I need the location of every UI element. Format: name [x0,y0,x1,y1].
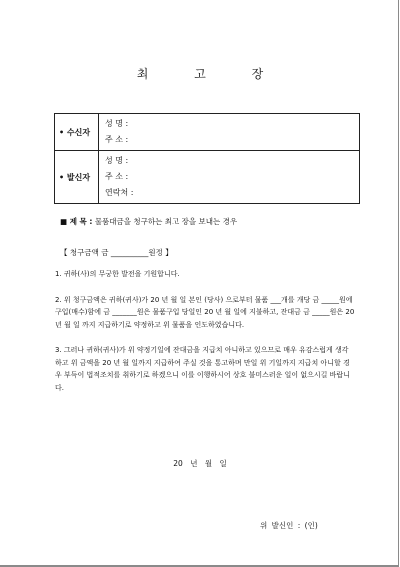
body-item-1: 1. 귀하(사)의 무궁한 발전을 기원합니다. [55,270,180,278]
recipient-row [55,114,360,151]
subject-prefix: ■ 제 목 : [60,217,93,226]
sender-signature: 위 발신인 : (인) [260,521,318,530]
claim-amount: 【 청구금액 금 __________원정 】 [60,248,173,257]
subject-line [60,216,237,227]
sender-fields [99,151,360,204]
document-date: 20 년 월 일 [173,459,227,468]
body-items [55,268,355,407]
recipient-address-field: 주 소 : [105,135,129,144]
parties-table [54,113,360,204]
sender-row [55,151,360,204]
recipient-name-field: 성 명 : [105,119,129,128]
recipient-fields [99,114,360,151]
sender-address-field: 주 소 : [105,172,129,181]
sender-contact-field: 연락처 : [105,188,134,197]
body-item-3: 3. 그러나 귀하(귀사)가 위 약정기일에 잔대금을 지급치 아니하고 있으므로 매우 유감스럽게 생각하고 위 금액을 20 년 월 일까지 지급하여 주실 것을 통고하며 만일 위 기일까지 지급치 아니할 경우 부득이 법적조치를 취하기로 하겠으니 이를 이행하시어 상호 불미스러운 일이 없으시길 바랍니다. [55,346,350,392]
subject-text: 물품대금을 청구하는 최고 장을 보내는 경우 [94,217,238,226]
sender-name-field: 성 명 : [105,156,129,165]
body-item-2: 2. 위 청구금액은 귀하(귀사)가 20 년 월 일 본인 (당사) 으로부터 물품 ___개를 개당 금 _____원에 구입(매수)함에 금 _______원은 물품구입 당일인 20 년 월 일에 지불하고, 잔대금 금 _____원은 20 년 월 일 까지 지급하기로 약정하고 위 물품을 인도하였습니다. [55,295,355,329]
recipient-label: • 수신자 [55,114,99,151]
sender-label: • 발신자 [55,151,99,204]
document-title: 최 고 장 [136,67,285,81]
